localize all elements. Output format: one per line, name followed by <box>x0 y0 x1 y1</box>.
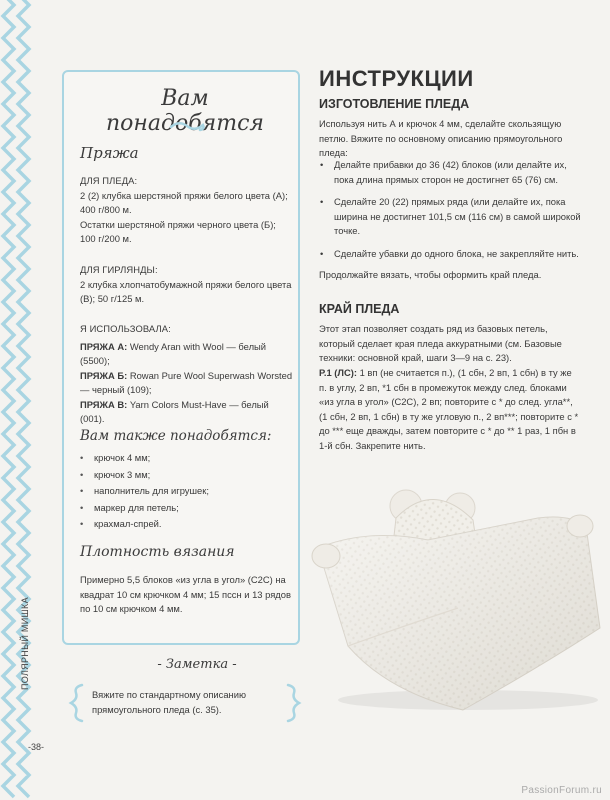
yarn-b-line <box>80 369 294 398</box>
zigzag-border-decoration <box>0 0 36 800</box>
continue-text: Продолжайте вязать, чтобы оформить край пледа. <box>319 269 542 280</box>
blanket-photo <box>308 478 608 718</box>
blanket-yarn-block <box>80 174 294 247</box>
note-left-bracket <box>68 683 86 723</box>
list-item: • наполнитель для игрушек; <box>80 483 290 500</box>
also-needed-heading: Вам также понадобятся: <box>80 428 272 444</box>
yarn-b-label: ПРЯЖА Б: <box>80 369 128 381</box>
yarn-c-line <box>80 398 294 427</box>
garland-yarn: 2 клубка хлопчатобумажной пряжи белого цвета (В); 50 г/125 м. <box>80 278 292 304</box>
garland-label: ДЛЯ ГИРЛЯНДЫ: <box>80 264 158 275</box>
page-number: -38- <box>28 742 45 752</box>
note-heading: - Заметка - <box>157 657 237 672</box>
blanket-making-heading: ИЗГОТОВЛЕНИЕ ПЛЕДА <box>319 97 470 111</box>
swash-decoration <box>169 120 209 132</box>
gauge-text: Примерно 5,5 блоков «из угла в угол» (С2С) на квадрат 10 см крючком 4 мм; 15 пссн и 13 рядов по 10 см крючком 4 мм. <box>80 574 291 614</box>
tools-list <box>80 450 290 533</box>
list-item: • Сделайте 20 (22) прямых ряда (или делайте их, пока ширина не достигнет 101,5 см (116 см) в самой широкой точке. <box>319 195 581 239</box>
row-1-instructions <box>319 366 581 453</box>
used-label: Я ИСПОЛЬЗОВАЛА: <box>80 323 171 334</box>
yarn-a-value: Wendy Aran with Wool — белый (5500); <box>80 340 267 366</box>
row-1-text: 1 вп (не считается п.), (1 сбн, 2 вп, 1 сбн) в ту же п. в углу, 2 вп, *1 сбн в промежуток между след. блоками «из угла в угол» (С2С), 2 вп; повторите с * до след. угла**, (1 сбн, 2 вп, 1 сбн) в ту же угловую п., 2 вп***; повторите с * до *** еще дважды, затем повторите с * до ** 1 раз, 1 пбн в 1-й сбн. Закрепите нить. <box>319 367 579 451</box>
list-item: • крючок 4 мм; <box>80 450 290 467</box>
list-item: • крахмал-спрей. <box>80 516 290 533</box>
materials-card <box>62 70 300 645</box>
yarn-c-label: ПРЯЖА В: <box>80 398 128 410</box>
list-item: • Делайте прибавки до 36 (42) блоков (или делайте их, пока длина прямых сторон не достигнет 65 (76) см. <box>319 158 581 187</box>
note-right-bracket <box>284 683 302 723</box>
edge-heading: КРАЙ ПЛЕДА <box>319 302 400 316</box>
list-item: • крючок 3 мм; <box>80 467 290 484</box>
instructions-title: ИНСТРУКЦИИ <box>319 66 474 91</box>
yarn-a-line <box>80 340 294 369</box>
side-section-label: ПОЛЯРНЫЙ МИШКА <box>20 597 30 690</box>
blanket-yarn-remnants: Остатки шерстяной пряжи черного цвета (Б); 100 г/200 м. <box>80 218 276 244</box>
watermark: PassionForum.ru <box>521 785 602 796</box>
card-title: Вам понадобятся <box>106 86 264 136</box>
yarn-a-label: ПРЯЖА А: <box>80 340 128 352</box>
gauge-heading: Плотность вязания <box>80 544 235 560</box>
row-1-label: Р.1 (ЛС): <box>319 367 357 378</box>
used-yarn-block <box>80 322 294 427</box>
edge-intro: Этот этап позволяет создать ряд из базовых петель, который сделает края пледа аккуратными (см. Базовые техники: основной край, шаги 3—9 на с. 23). <box>319 323 562 363</box>
note-text: Вяжите по стандартному описанию прямоугольного пледа (с. 35). <box>92 689 246 715</box>
yarn-c-value: Yarn Colors Must-Have — белый (001). <box>80 398 269 424</box>
yarn-b-value: Rowan Pure Wool Superwash Worsted — черный (109); <box>80 369 293 395</box>
list-item: • маркер для петель; <box>80 500 290 517</box>
blanket-steps-list <box>319 158 581 269</box>
list-item: • Сделайте убавки до одного блока, не закрепляйте нить. <box>319 247 581 262</box>
garland-yarn-block <box>80 263 294 307</box>
blanket-label: ДЛЯ ПЛЕДА: <box>80 175 138 186</box>
blanket-making-intro: Используя нить А и крючок 4 мм, сделайте скользящую петлю. Вяжите по основному описанию прямоугольного пледа: <box>319 118 563 158</box>
yarn-heading: Пряжа <box>80 144 139 162</box>
blanket-yarn-main: 2 (2) клубка шерстяной пряжи белого цвета (А); 400 г/800 м. <box>80 189 288 215</box>
